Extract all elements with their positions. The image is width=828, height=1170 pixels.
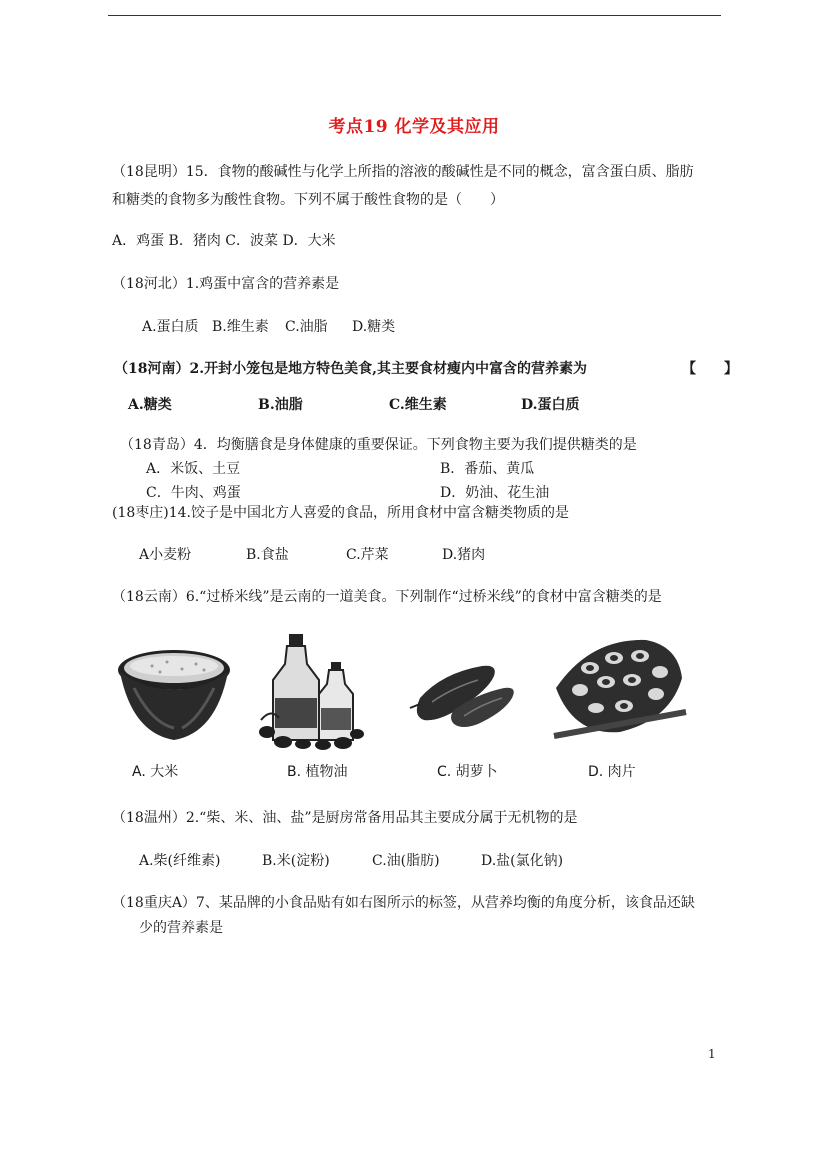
q3-option-c: C.维生素 xyxy=(389,397,447,413)
q4-option-d: D．奶油、花生油 xyxy=(440,485,550,501)
page-number: 1 xyxy=(708,1047,716,1061)
q4-stem: （18青岛）4．均衡膳食是身体健康的重要保证。下列食物主要为我们提供糖类的是 xyxy=(120,437,637,453)
page-title: 考点19 化学及其应用 xyxy=(328,117,500,137)
q5-option-d: D.猪肉 xyxy=(442,547,486,563)
q5-option-b: B.食盐 xyxy=(246,547,289,563)
vegetable-oil-image xyxy=(257,628,367,753)
q2-option-b: B.维生素 xyxy=(212,319,269,335)
q7-option-a: A.柴(纤维素) xyxy=(139,853,221,869)
q4-option-c: C．牛肉、鸡蛋 xyxy=(146,485,241,501)
q7-option-c: C.油(脂肪) xyxy=(372,853,440,869)
q7-option-d: D.盐(氯化钠) xyxy=(481,853,564,869)
q2-option-c: C.油脂 xyxy=(285,319,328,335)
q1-line1: （18昆明）15．食物的酸碱性与化学上所指的溶液的酸碱性是不同的概念，富含蛋白质、脂肪 xyxy=(112,164,694,180)
q1-options: A．鸡蛋 B．猪肉 C．波菜 D．大米 xyxy=(112,233,336,249)
q7-stem: （18温州）2.“柴、米、油、盐”是厨房常备用品其主要成分属于无机物的是 xyxy=(112,810,578,826)
q3-stem: （18河南）2.开封小笼包是地方特色美食,其主要食材瘦内中富含的营养素为 xyxy=(114,361,587,377)
meat-slices-image xyxy=(550,628,690,753)
q8-line2: 少的营养素是 xyxy=(139,920,223,936)
q6-stem: （18云南）6.“过桥米线”是云南的一道美食。下列制作“过桥米线”的食材中富含糖类的是 xyxy=(112,589,662,605)
q7-option-b: B.米(淀粉) xyxy=(262,853,330,869)
q3-option-a: A.糖类 xyxy=(128,397,172,413)
q2-stem: （18河北）1.鸡蛋中富含的营养素是 xyxy=(112,276,340,292)
q8-line1: （18重庆A）7、某品牌的小食品贴有如右图所示的标签，从营养均衡的角度分析，该食品还缺 xyxy=(112,895,695,911)
q3-answer-bracket: 【 】 xyxy=(682,361,738,377)
q4-option-a: A．米饭、土豆 xyxy=(146,461,241,477)
caption-c: C. 胡萝卜 xyxy=(437,764,498,780)
header-rule xyxy=(108,15,721,16)
q1-line2: 和糖类的食物多为酸性食物。下列不属于酸性食物的是（ ） xyxy=(112,192,504,208)
q4-option-b: B．番茄、黄瓜 xyxy=(440,461,535,477)
caption-b: B. 植物油 xyxy=(287,764,348,780)
q5-option-a: A小麦粉 xyxy=(139,547,192,563)
q5-stem: (18枣庄)14.饺子是中国北方人喜爱的食品，所用食材中富含糖类物质的是 xyxy=(112,505,570,521)
q5-option-c: C.芹菜 xyxy=(346,547,389,563)
caption-d: D. 肉片 xyxy=(588,764,636,780)
food-image-row xyxy=(112,628,692,788)
carrot-image xyxy=(402,628,522,753)
caption-a: A. 大米 xyxy=(132,764,179,780)
q2-option-d: D.糖类 xyxy=(352,319,396,335)
q3-option-d: D.蛋白质 xyxy=(521,397,580,413)
q2-option-a: A.蛋白质 xyxy=(142,319,199,335)
rice-bowl-image xyxy=(112,628,237,753)
q3-option-b: B.油脂 xyxy=(258,397,303,413)
